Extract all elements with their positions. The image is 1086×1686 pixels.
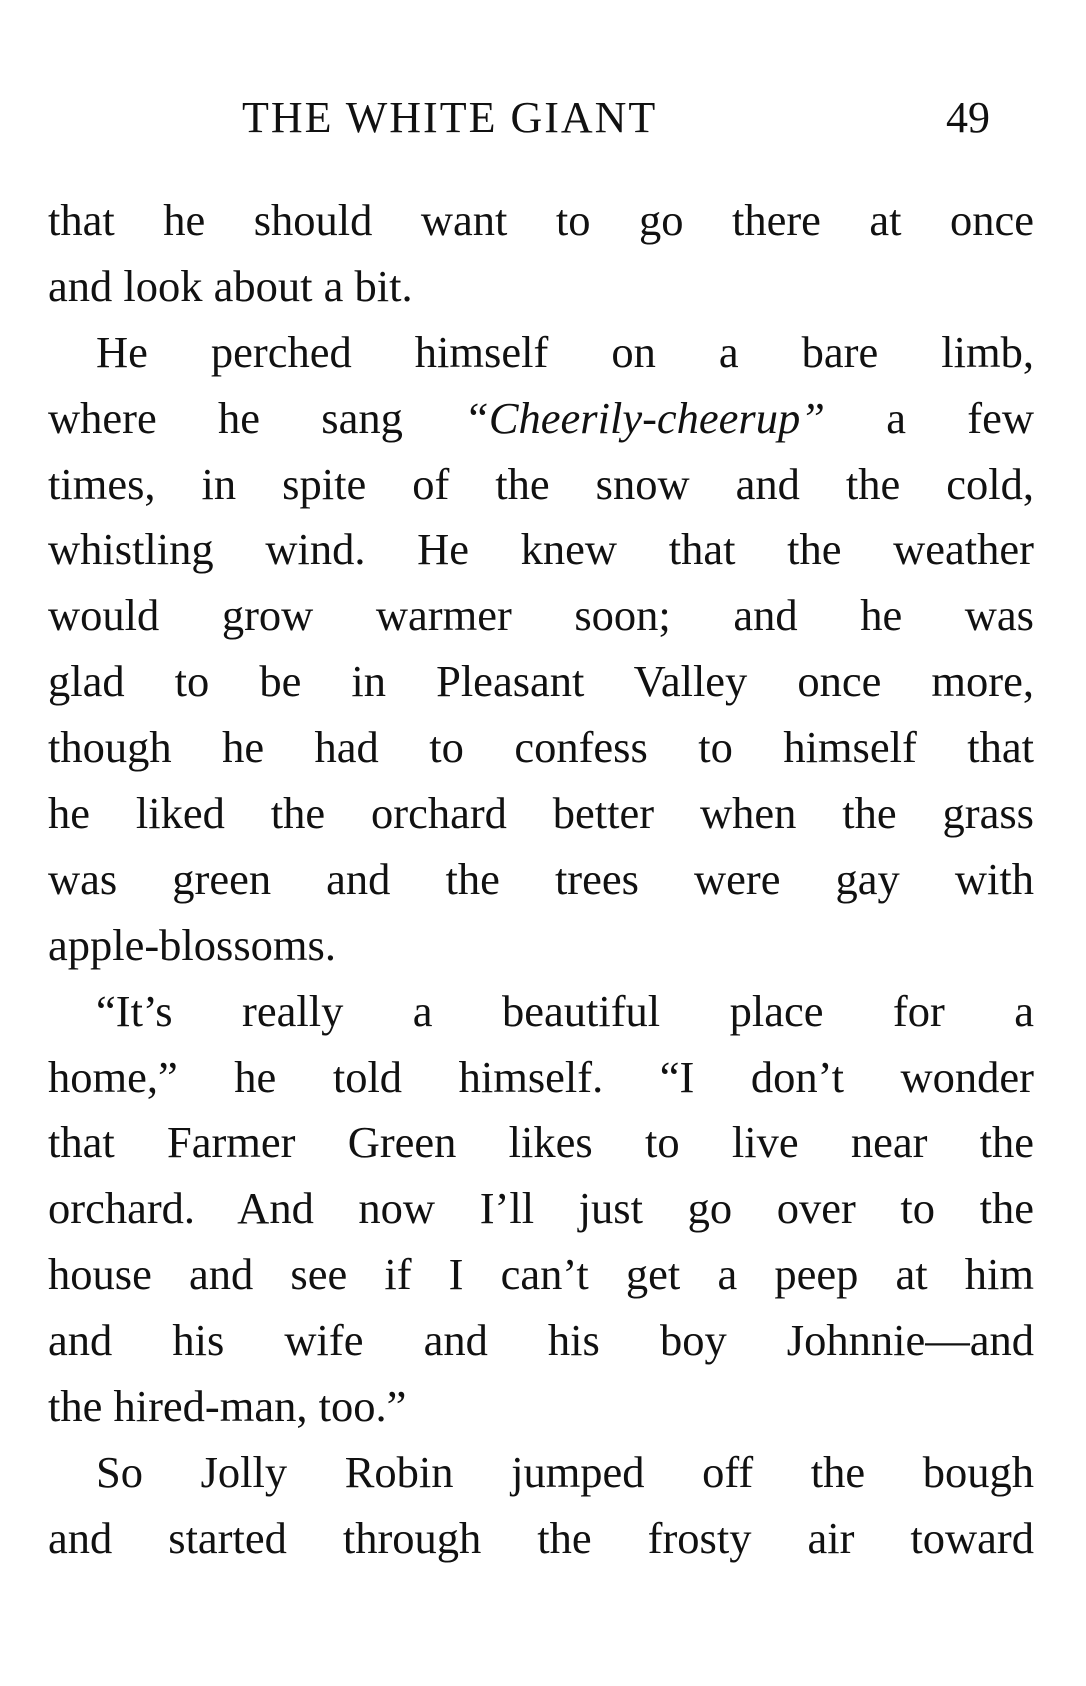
paragraph [48, 188, 1034, 320]
body-text [48, 188, 1034, 1572]
text-line: house and see if I can’t get a peep at him [48, 1249, 1034, 1300]
text-line: and his wife and his boy Johnnie—and [48, 1315, 1034, 1366]
text-line: apple-blossoms. [48, 919, 336, 970]
text-line: So Jolly Robin jumped off the bough [96, 1446, 1034, 1497]
text-segment: where he sang [48, 392, 465, 443]
italic-song-name: “Cheerily-cheerup” [464, 392, 825, 443]
text-line: glad to be in Pleasant Valley once more, [48, 656, 1034, 707]
text-line-with-italic-song [48, 386, 1034, 452]
text-line: He perched himself on a bare limb, [96, 326, 1034, 377]
text-line: times, in spite of the snow and the cold, [48, 458, 1034, 509]
paragraph [48, 320, 1034, 979]
text-line: though he had to confess to himself that [48, 722, 1034, 773]
page-number: 49 [946, 93, 990, 142]
text-line: orchard. And now I’ll just go over to the [48, 1183, 1034, 1234]
text-line: that he should want to go there at once [48, 195, 1034, 245]
text-line: the hired-man, too.” [48, 1381, 407, 1432]
text-line: whistling wind. He knew that the weather [48, 524, 1034, 575]
paragraph [48, 1440, 1034, 1572]
text-segment: a few [824, 392, 1034, 443]
text-line: would grow warmer soon; and he was [48, 590, 1034, 641]
running-title: THE WHITE GIANT [242, 93, 658, 142]
running-head [0, 88, 1086, 148]
text-line: that Farmer Green likes to live near the [48, 1117, 1034, 1168]
text-line: “It’s really a beautiful place for a [96, 985, 1034, 1036]
text-line: and look about a bit. [48, 260, 413, 311]
text-line: was green and the trees were gay with [48, 853, 1034, 904]
paragraph [48, 979, 1034, 1440]
text-line: and started through the frosty air toward [48, 1512, 1034, 1563]
text-line: he liked the orchard better when the grass [48, 788, 1034, 839]
text-line: home,” he told himself. “I don’t wonder [48, 1051, 1034, 1102]
